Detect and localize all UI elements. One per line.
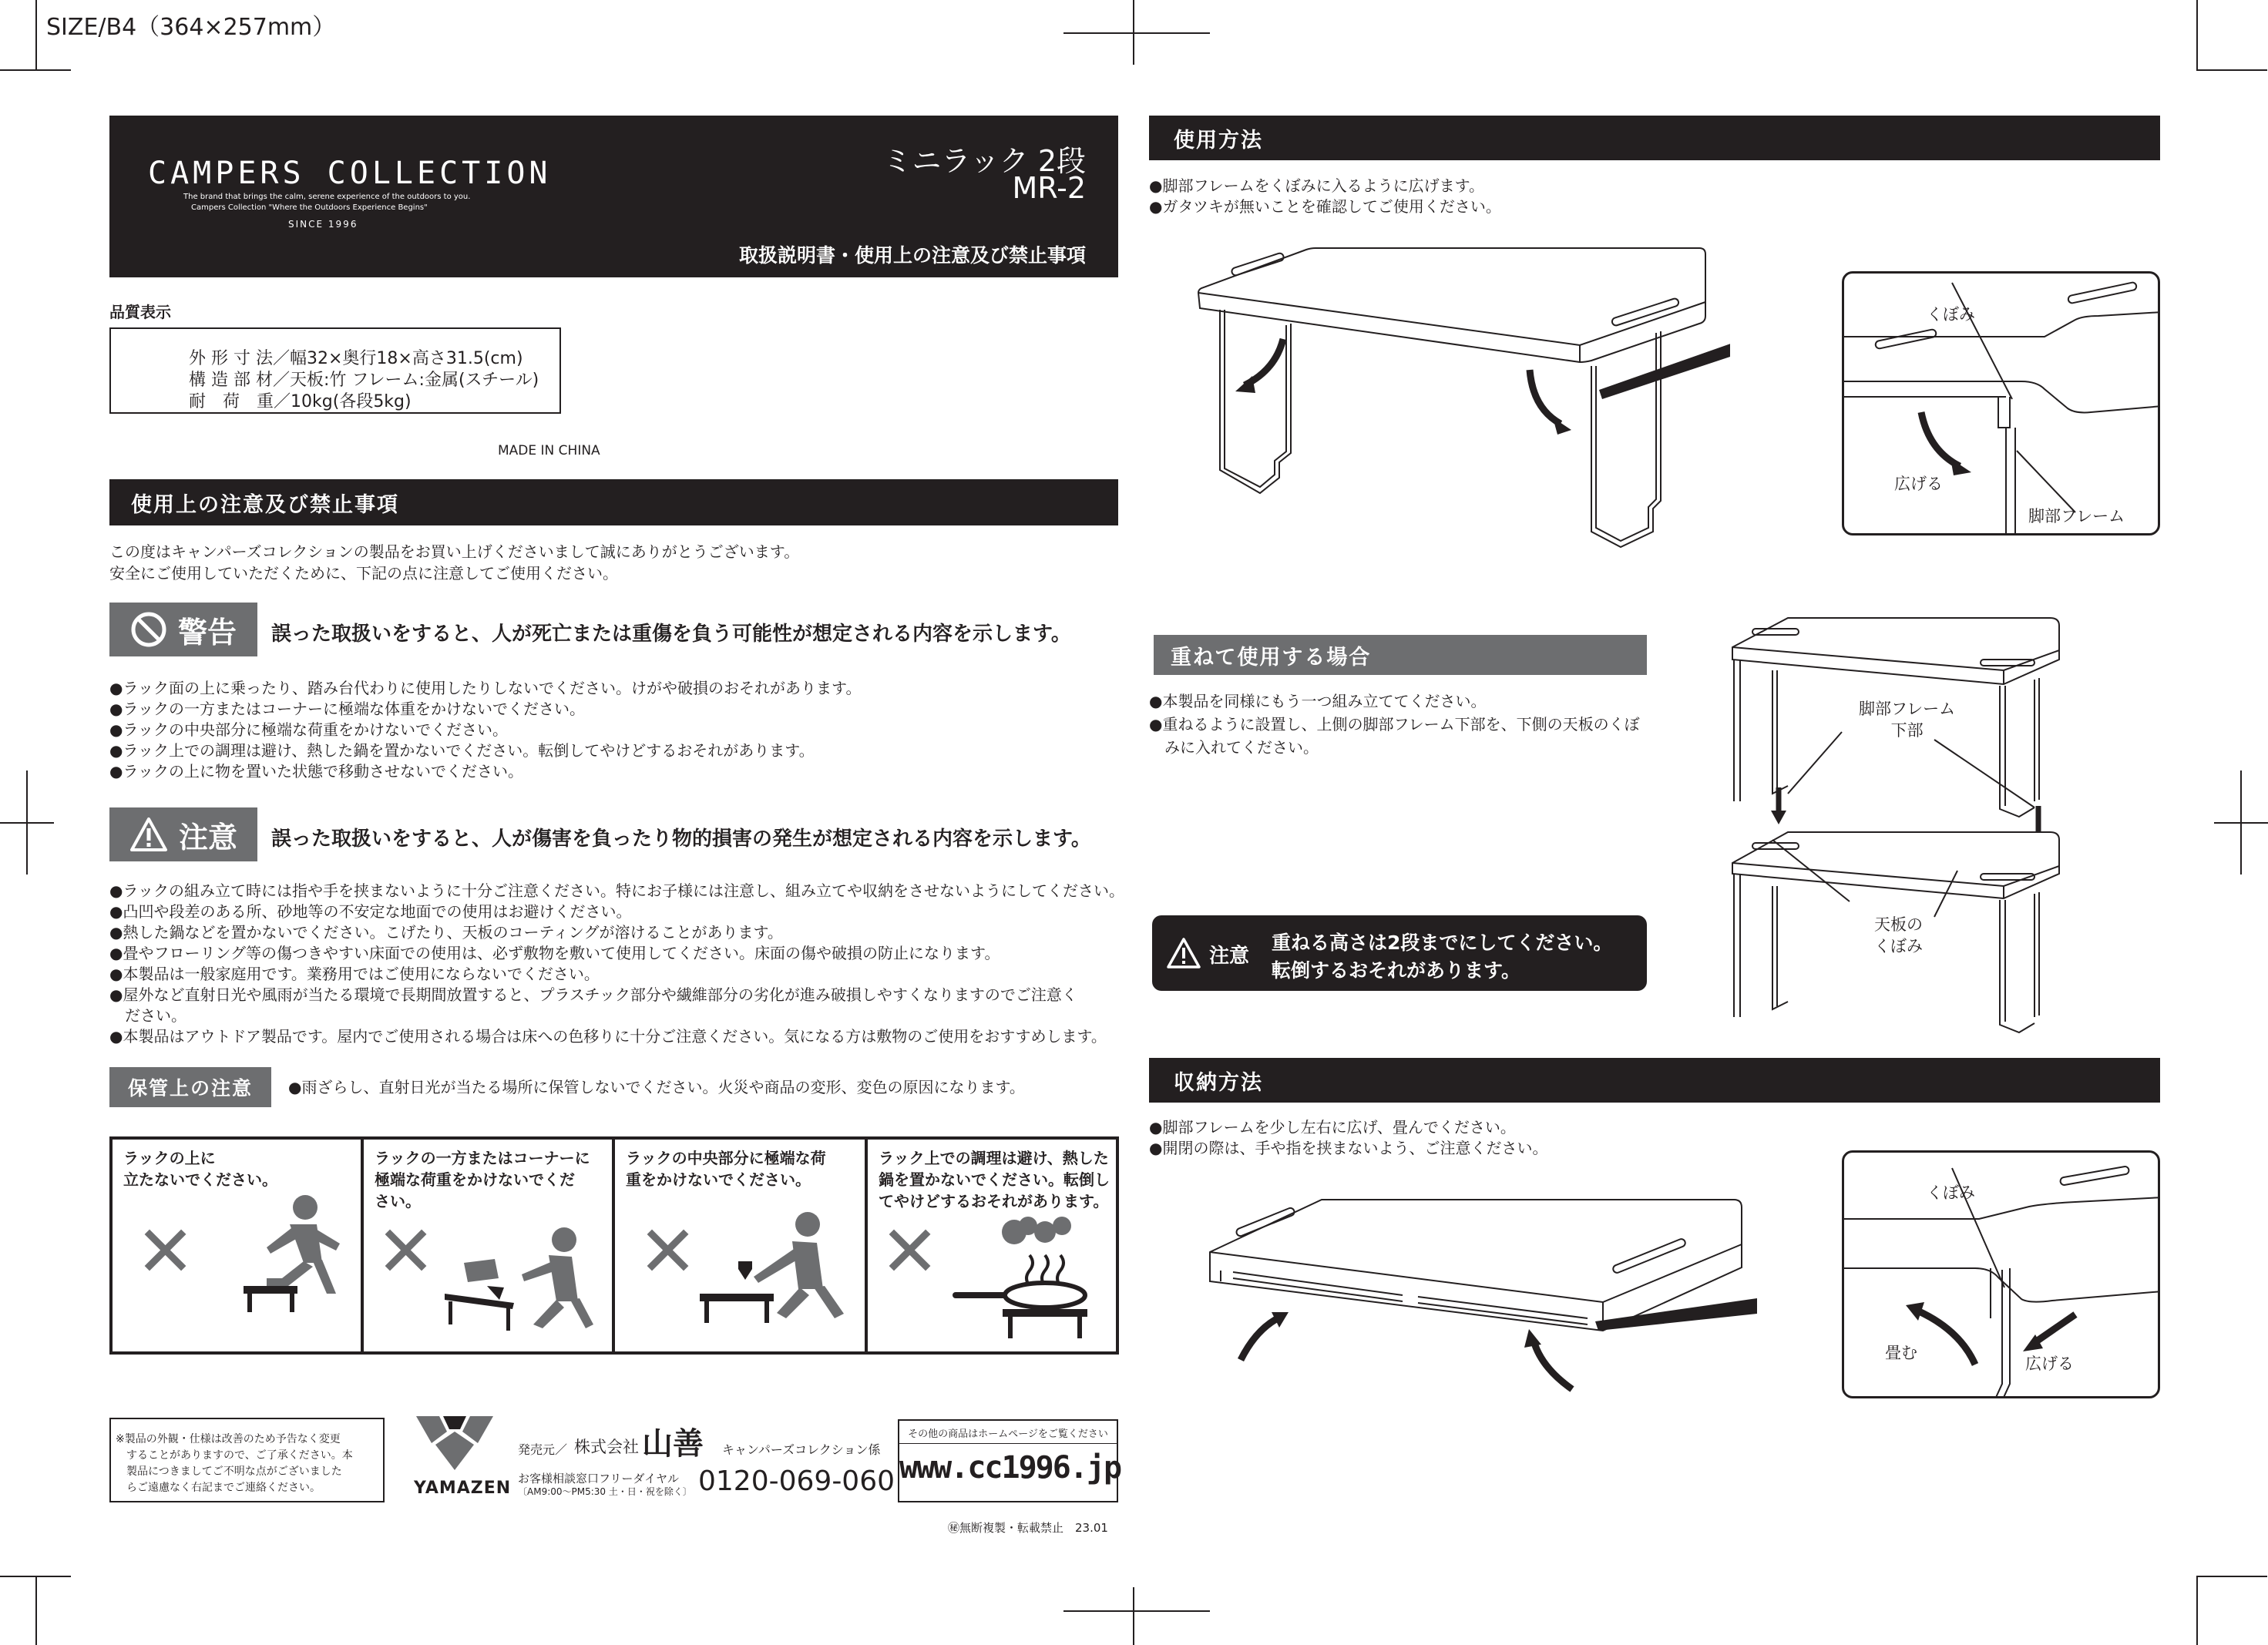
list-item: ●熱した鍋などを置かないでください。こげたり、天板のコーティングが溶けることがあります。 — [109, 923, 783, 942]
notice-line: 重ねる高さは2段までにしてください。 — [1272, 932, 1613, 954]
contact-label: お客様相談窓口フリーダイヤル — [518, 1472, 679, 1486]
company-name: 山善 — [642, 1426, 704, 1462]
storage-caution-label: 保管上の注意 — [109, 1067, 271, 1107]
storage-method-list — [1149, 1117, 1547, 1159]
list-item: ●重ねるように設置し、上側の脚部フレーム下部を、下側の天板のくぼ — [1149, 715, 1640, 734]
copyright: ㊙無断複製・転載禁止 23.01 — [948, 1521, 1108, 1535]
hot-pan-icon — [937, 1209, 1114, 1348]
list-item: ●ラックの中央部分に極端な荷重をかけないでください。 — [109, 720, 509, 739]
caution-label: 注意 — [109, 807, 257, 861]
brand-tagline: The brand that brings the calm, serene experience of the outdoors to you. — [183, 193, 471, 201]
warning-list — [109, 678, 861, 782]
callout-hollow: くぼみ — [1927, 1183, 1975, 1202]
pictogram-hot-pan: ラック上での調理は避け、熱した 鍋を置かないでください。転倒し てやけどするおそれがあります。 ✕ — [868, 1140, 1116, 1351]
origin-label: MADE IN CHINA — [498, 443, 600, 458]
contact-hours: 〔AM9:00〜PM5:30 土・日・祝を除く〕 — [518, 1486, 692, 1497]
pictogram-panels — [109, 1136, 1119, 1355]
brand-since: SINCE 1996 — [288, 219, 358, 230]
phone-number: 0120-069-060 — [698, 1465, 895, 1497]
list-item: ●本製品は一般家庭用です。業務用ではご使用にならないでください。 — [109, 965, 600, 983]
person-pressing-corner-icon — [441, 1217, 595, 1340]
prohibited-mark-icon: ✕ — [136, 1210, 196, 1293]
quality-row: 構 造 部 材／天板:竹 フレーム:金属(スチール) — [189, 371, 539, 390]
rack-unfold-illustration — [1191, 239, 1730, 562]
list-item: ●脚部フレームをくぼみに入るように広げます。 — [1149, 176, 1485, 195]
caution-headline: 誤った取扱いをすると、人が傷害を負ったり物的損害の発生が想定される内容を示します。 — [271, 828, 1091, 851]
list-item: ●畳やフローリング等の傷つきやすい床面での使用は、必ず敷物を敷いて使用してください。床面の傷や破損の防止になります。 — [109, 944, 1000, 962]
usage-detail-illustration — [1844, 274, 2160, 535]
usage-heading: 使用方法 — [1149, 116, 2160, 160]
storage-method-heading: 収納方法 — [1149, 1058, 2160, 1103]
web-box — [898, 1419, 1121, 1502]
callout-hollow: くぼみ — [1927, 305, 1975, 324]
stacking-notice — [1152, 915, 1647, 991]
seller-prefix: 発売元／ — [518, 1442, 568, 1457]
pictogram-stand: ラックの上に 立たないでください。 ✕ — [113, 1140, 364, 1351]
list-item: ●ラック上での調理は避け、熱した鍋を置かないでください。転倒してやけどするおそれがあります。 — [109, 741, 815, 760]
brand-name: CAMPERS COLLECTION — [148, 156, 552, 191]
callout-spread: 広げる — [2025, 1355, 2074, 1373]
stacking-illustration — [1726, 609, 2112, 1040]
rack-fold-illustration — [1202, 1190, 1757, 1406]
list-item: ださい。 — [109, 1006, 186, 1025]
pictogram-center-load: ラックの中央部分に極端な荷 重をかけないでください。 ✕ — [615, 1140, 868, 1351]
list-item: ●脚部フレームを少し左右に広げ、畳んでください。 — [1149, 1118, 1516, 1136]
callout-frame-bottom: 脚部フレーム 下部 — [1859, 700, 1956, 740]
intro-line: この度はキャンパーズコレクションの製品をお買い上げくださいまして誠にありがとうございます。 — [109, 542, 800, 561]
list-item: ●ラックの上に物を置いた状態で移動させないでください。 — [109, 762, 524, 781]
prohibited-mark-icon: ✕ — [880, 1210, 940, 1293]
list-item: ●屋外など直射日光や風雨が当たる環境で長期間放置すると、プラスチック部分や繊維部分の劣化が進み破損しやすくなりますのでご注意く — [109, 985, 1077, 1004]
callout-fold: 畳む — [1885, 1344, 1917, 1362]
list-item: ●ラック面の上に乗ったり、踏み台代わりに使用したりしないでください。けがや破損のおそれがあります。 — [109, 679, 862, 697]
quality-row: 外 形 寸 法／幅32×奥行18×高さ31.5(cm) — [189, 349, 523, 368]
notice-line: 転倒するおそれがあります。 — [1272, 959, 1521, 982]
brand-tagline-2: Campers Collection "Where the Outdoors Experience Begins" — [191, 203, 428, 212]
stacking-list — [1149, 690, 1640, 759]
product-model: MR-2 — [1012, 171, 1086, 205]
warning-label: 警告 — [109, 603, 257, 656]
caution-list — [109, 881, 1124, 1047]
list-item: ●ラックの一方またはコーナーに極端な体重をかけないでください。 — [109, 700, 586, 718]
person-pressing-center-icon — [692, 1209, 846, 1340]
callout-top-hollow: 天板の くぼみ — [1874, 915, 1923, 955]
list-item: ●凸凹や段差のある所、砂地等の不安定な地面での使用はお避けください。 — [109, 902, 632, 921]
person-stepping-icon — [236, 1186, 351, 1317]
footer-note: ※製品の外観・仕様は改善のため予告なく変更 することがありますので、ご了承ください。本 製品につきましてご不明な点がございました らご遠慮なく右記までご連絡ください。 — [116, 1433, 353, 1494]
company-type: 株式会社 — [574, 1438, 639, 1456]
list-item: みに入れてください。 — [1149, 738, 1319, 757]
cautions-heading: 使用上の注意及び禁止事項 — [109, 479, 1118, 525]
usage-detail-box — [1842, 271, 2160, 535]
usage-list — [1149, 176, 1501, 217]
list-item: ●本製品はアウトドア製品です。屋内でご使用される場合は床への色移りに十分ご注意ください。気になる方は敷物のご使用をおすすめします。 — [109, 1027, 1107, 1046]
website-url[interactable]: www.cc1996.jp — [899, 1450, 1121, 1486]
web-label: その他の商品はホームページをご覧ください — [899, 1425, 1117, 1444]
company-dept: キャンパーズコレクション係 — [722, 1442, 881, 1457]
quality-heading: 品質表示 — [109, 303, 171, 321]
list-item: ●ラックの組み立て時には指や手を挟まないように十分ご注意ください。特にお子様には注意し、組み立てや収納をさせないようにしてください。 — [109, 881, 1125, 900]
document-title: 取扱説明書・使用上の注意及び禁止事項 — [738, 244, 1086, 267]
pictogram-corner-load: ラックの一方またはコーナーに 極端な荷重をかけないでくだ さい。 ✕ — [364, 1140, 615, 1351]
list-item: ●本製品を同様にもう一つ組み立ててください。 — [1149, 692, 1487, 710]
list-item: ●ガタツキが無いことを確認してご使用ください。 — [1149, 197, 1501, 216]
stacking-heading: 重ねて使用する場合 — [1154, 635, 1647, 675]
callout-frame: 脚部フレーム — [2028, 507, 2125, 525]
size-label: SIZE/B4（364×257mm） — [46, 14, 336, 41]
storage-caution-text: ●雨ざらし、直射日光が当たる場所に保管しないでください。火災や商品の変形、変色の原因になります。 — [288, 1078, 1025, 1096]
quality-row: 耐 荷 重／10kg(各段5kg) — [189, 392, 412, 411]
yamazen-logo-icon — [412, 1412, 497, 1474]
warning-triangle-icon — [129, 817, 168, 852]
header-banner — [109, 116, 1118, 277]
intro-line: 安全にご使用していただくために、下記の点に注意してご使用ください。 — [109, 564, 618, 582]
product-name: ミニラック 2段 — [882, 144, 1086, 178]
list-item: ●開閉の際は、手や指を挟まないよう、ご注意ください。 — [1149, 1139, 1548, 1157]
notice-label: 注意 — [1209, 945, 1250, 968]
prohibited-mark-icon: ✕ — [376, 1210, 436, 1293]
callout-spread: 広げる — [1894, 475, 1943, 493]
prohibited-mark-icon: ✕ — [638, 1210, 698, 1293]
warning-triangle-icon — [1166, 937, 1201, 969]
maker-logo-text: YAMAZEN — [414, 1479, 512, 1498]
warning-headline: 誤った取扱いをすると、人が死亡または重傷を負う可能性が想定される内容を示します。 — [271, 623, 1071, 646]
prohibition-icon — [130, 611, 167, 648]
